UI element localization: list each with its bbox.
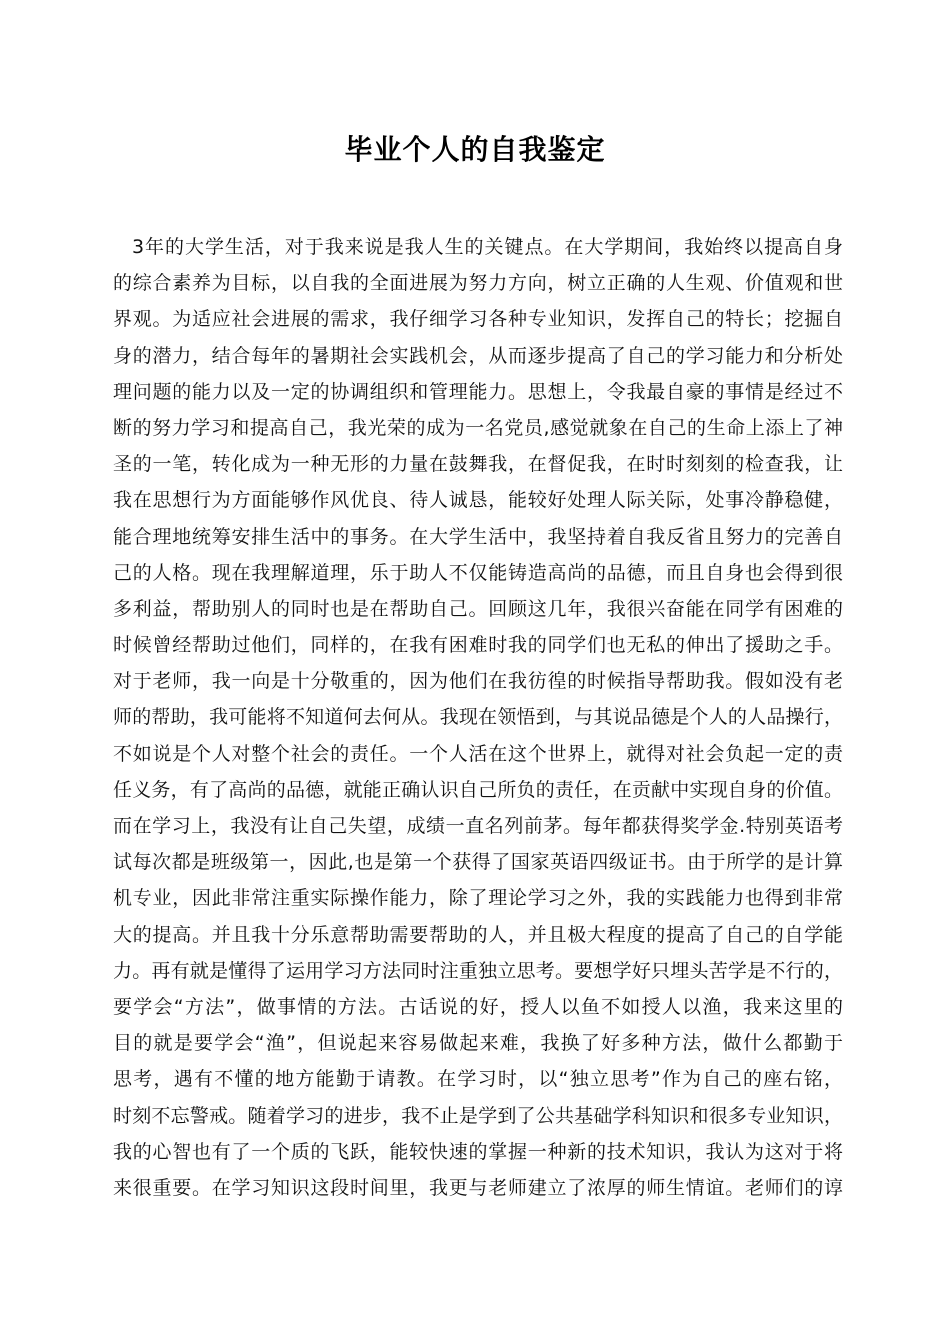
document-title: 毕业个人的自我鉴定 [344, 133, 606, 166]
paragraph-line: 我的心智也有了一个质的飞跃，能较快速的掌握一种新的技术知识，我认为这对于将 [113, 1140, 843, 1163]
paragraph-line: 来很重要。在学习知识这段时间里，我更与老师建立了浓厚的师生情谊。老师们的谆 [113, 1176, 843, 1199]
paragraph-line: 时候曾经帮助过他们，同样的，在我有困难时我的同学们也无私的伸出了援助之手。 [113, 634, 843, 657]
paragraph-line: 时刻不忘警戒。随着学习的进步，我不止是学到了公共基础学科知识和很多专业知识， [113, 1104, 843, 1127]
paragraph-line: 能合理地统筹安排生活中的事务。在大学生活中，我坚持着自我反省且努力的完善自 [113, 525, 843, 548]
paragraph-line: 对于老师，我一向是十分敬重的，因为他们在我彷徨的时候指导帮助我。假如没有老 [113, 670, 843, 693]
paragraph-line: 圣的一笔，转化成为一种无形的力量在鼓舞我，在督促我，在时时刻刻的检查我，让 [113, 453, 843, 476]
paragraph-line: 我在思想行为方面能够作风优良、待人诚恳，能较好处理人际关际，处事冷静稳健， [113, 489, 843, 512]
paragraph-line: 界观。为适应社会进展的需求，我仔细学习各种专业知识，发挥自己的特长；挖掘自 [113, 308, 843, 331]
document-body [113, 229, 843, 1206]
paragraph-line: 而在学习上，我没有让自己失望，成绩一直名列前茅。每年都获得奖学金.特别英语考 [113, 815, 843, 837]
paragraph-line: 试每次都是班级第一，因此,也是第一个获得了国家英语四级证书。由于所学的是计算 [113, 851, 843, 874]
paragraph-line: 身的潜力，结合每年的暑期社会实践机会，从而逐步提高了自己的学习能力和分析处 [113, 344, 843, 367]
paragraph-line: 目的就是要学会“渔”，但说起来容易做起来难，我换了好多种方法，做什么都勤于 [113, 1032, 843, 1055]
paragraph-line: 师的帮助，我可能将不知道何去何从。我现在领悟到，与其说品德是个人的人品操行， [113, 706, 843, 729]
paragraph-line: 要学会“方法”，做事情的方法。古话说的好，授人以鱼不如授人以渔，我来这里的 [113, 995, 843, 1018]
paragraph-line: 机专业，因此非常注重实际操作能力，除了理论学习之外，我的实践能力也得到非常 [113, 887, 843, 910]
paragraph-line: 任义务，有了高尚的品德，就能正确认识自己所负的责任，在贡献中实现自身的价值。 [113, 778, 843, 801]
paragraph-line: 不如说是个人对整个社会的责任。一个人活在这个世界上，就得对社会负起一定的责 [113, 742, 843, 765]
paragraph-line: 思考，遇有不懂的地方能勤于请教。在学习时，以“独立思考”作为自己的座右铭， [113, 1068, 843, 1091]
paragraph-line: 大的提高。并且我十分乐意帮助需要帮助的人，并且极大程度的提高了自己的自学能 [113, 923, 843, 946]
paragraph-line: 己的人格。现在我理解道理，乐于助人不仅能铸造高尚的品德，而且自身也会得到很 [113, 561, 843, 584]
paragraph-line: 的综合素养为目标，以自我的全面进展为努力方向，树立正确的人生观、价值观和世 [113, 272, 843, 295]
paragraph-line: 力。再有就是懂得了运用学习方法同时注重独立思考。要想学好只埋头苦学是不行的， [113, 959, 843, 982]
paragraph-line: 多利益，帮助别人的同时也是在帮助自己。回顾这几年，我很兴奋能在同学有困难的 [113, 597, 843, 620]
paragraph-line: 理问题的能力以及一定的协调组织和管理能力。思想上，令我最自豪的事情是经过不 [113, 380, 843, 403]
paragraph-line: 3年的大学生活，对于我来说是我人生的关键点。在大学期间，我始终以提高自身 [132, 236, 843, 258]
paragraph-line: 断的努力学习和提高自己，我光荣的成为一名党员,感觉就象在自己的生命上添上了神 [113, 416, 843, 439]
